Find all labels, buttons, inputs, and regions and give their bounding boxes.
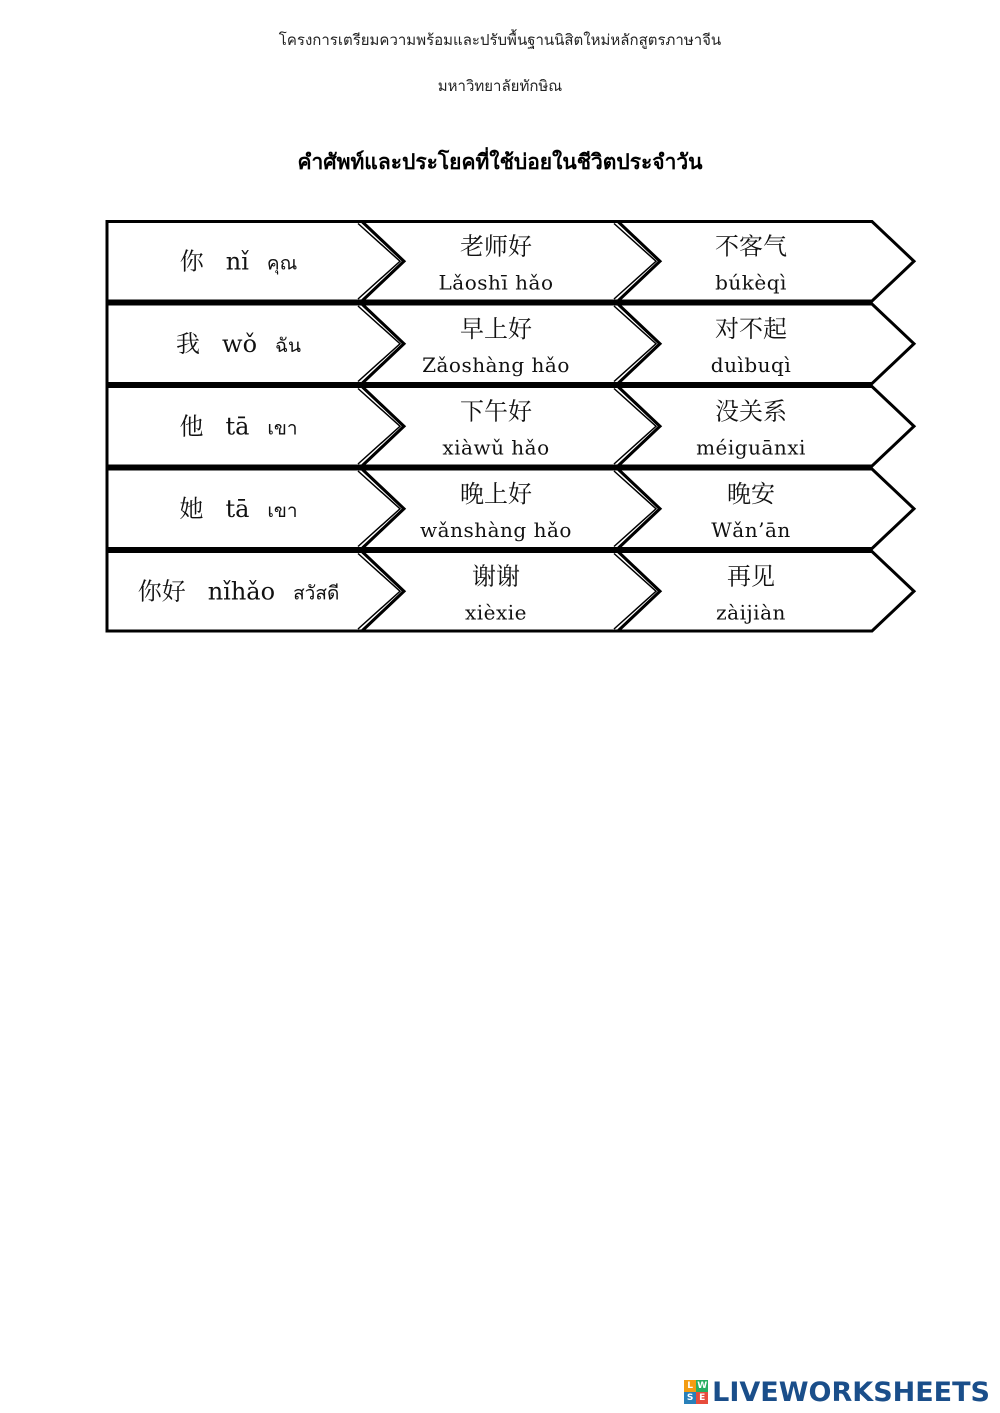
logo-letter: L [684, 1380, 696, 1392]
vocab-row [107, 304, 914, 384]
logo-text: LIVEWORKSHEETS [712, 1376, 990, 1408]
response-hanzi: 不客气 [715, 232, 787, 261]
word-pinyin: tā [225, 412, 250, 441]
greeting-hanzi: 早上好 [460, 315, 532, 343]
response-hanzi: 对不起 [715, 315, 787, 343]
word-entry [179, 412, 297, 440]
greeting-hanzi: 谢谢 [472, 562, 520, 591]
word-thai: เขา [267, 417, 298, 440]
word-pinyin: nǐ [225, 247, 249, 276]
vocab-row [107, 552, 914, 632]
word-hanzi: 他 [179, 412, 204, 441]
greeting-pinyin: Zǎoshàng hǎo [422, 353, 570, 377]
greeting-pinyin: Lǎoshī hǎo [438, 270, 554, 295]
word-card [107, 469, 404, 549]
response-pinyin: duìbuqì [710, 353, 792, 377]
word-hanzi: 我 [176, 329, 201, 358]
greeting-hanzi: 老师好 [460, 232, 532, 261]
logo-letter: E [696, 1392, 708, 1404]
response-pinyin: méiguānxi [696, 435, 806, 460]
word-pinyin: wǒ [222, 329, 258, 358]
vocab-row [107, 469, 914, 549]
word-hanzi: 你好 [137, 577, 186, 606]
response-hanzi: 没关系 [715, 397, 787, 426]
page-title: คำศัพท์และประโยคที่ใช้บ่อยในชีวิตประจำวัน [297, 150, 703, 174]
logo-letter: S [684, 1392, 696, 1404]
logo-letter: W [697, 1381, 708, 1391]
word-thai: สวัสดี [293, 582, 340, 605]
response-hanzi: 再见 [727, 562, 775, 591]
university-name: มหาวิทยาลัยทักษิณ [437, 77, 563, 95]
word-thai: ฉัน [275, 334, 301, 357]
word-pinyin: nǐhǎo [207, 577, 276, 606]
word-hanzi: 你 [179, 247, 204, 276]
word-card [107, 387, 404, 467]
word-thai: คุณ [266, 252, 298, 275]
response-pinyin: zàijiàn [716, 600, 786, 625]
greeting-hanzi: 晚上好 [460, 480, 532, 508]
word-hanzi: 她 [179, 494, 204, 523]
project-title: โครงการเตรียมความพร้อมและปรับพื้นฐานนิสิตใหม่หลักสูตรภาษาจีน [278, 31, 722, 49]
word-card [107, 222, 404, 302]
word-entry [176, 330, 301, 358]
response-pinyin: Wǎn’ān [711, 518, 791, 542]
vocabulary-cards [0, 0, 1000, 700]
vocab-row [107, 222, 914, 302]
greeting-pinyin: wǎnshàng hǎo [420, 518, 572, 542]
word-thai: เขา [267, 499, 298, 522]
word-entry [179, 495, 297, 523]
response-hanzi: 晚安 [727, 480, 775, 508]
greeting-pinyin: xièxie [464, 600, 528, 625]
word-entry [180, 247, 297, 275]
response-pinyin: búkèqì [715, 270, 787, 295]
greeting-hanzi: 下午好 [460, 397, 532, 426]
greeting-pinyin: xiàwǔ hǎo [442, 435, 550, 460]
word-pinyin: tā [225, 494, 250, 523]
word-entry [138, 577, 340, 605]
logo-mark-icon [684, 1380, 708, 1404]
vocab-row [107, 387, 914, 467]
liveworksheets-logo [684, 1375, 990, 1409]
